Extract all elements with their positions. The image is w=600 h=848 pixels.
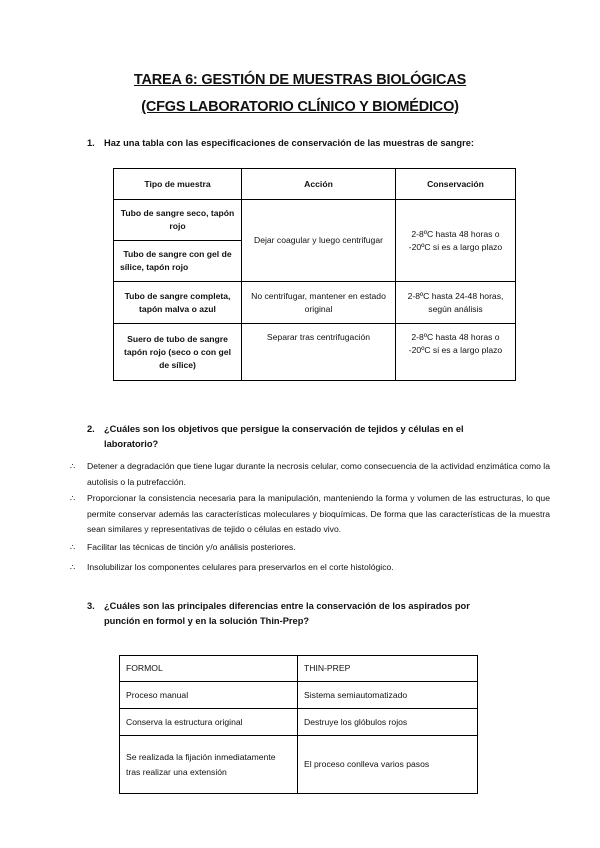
cell-accion: No centrifugar, mantener en estado original	[242, 282, 396, 324]
table-header-row	[120, 656, 478, 682]
list-item	[70, 459, 550, 490]
question-3-number: 3.	[87, 601, 95, 611]
cell-tipo: Tubo de sangre completa, tapón malva o azul	[114, 282, 242, 324]
question-2-number: 2.	[87, 424, 95, 434]
bullet-icon: ∴	[70, 494, 76, 503]
cell-thinprep: Sistema semiautomatizado	[298, 682, 478, 709]
cell-tipo: Tubo de sangre seco, tapón rojo	[114, 200, 242, 241]
cell-tipo: Tubo de sangre con gel de sílice, tapón rojo	[114, 241, 242, 282]
bullet-icon: ∴	[70, 462, 76, 471]
cell-tipo: Suero de tubo de sangre tapón rojo (seco o con gel de sílice)	[114, 324, 242, 381]
cell-conservacion: 2-8ºC hasta 24-48 horas, según análisis	[396, 282, 516, 324]
question-1-number: 1.	[87, 138, 95, 148]
table-row	[120, 709, 478, 736]
question-1	[87, 136, 527, 151]
bullet-icon: ∴	[70, 543, 76, 552]
cell-formol: Se realizada la fijación inmediatamente tras realizar una extensión	[120, 736, 298, 794]
header-thinprep: THIN-PREP	[298, 656, 478, 682]
cell-formol: Proceso manual	[120, 682, 298, 709]
header-conservacion: Conservación	[396, 169, 516, 200]
list-item-text: Insolubilizar los componentes celulares para preservarlos en el corte histológico.	[87, 562, 394, 572]
cell-formol: Conserva la estructura original	[120, 709, 298, 736]
list-item-text: Detener a degradación que tiene lugar durante la necrosis celular, como consecuencia de la actividad enzimática como la autolisis o la putrefacción.	[87, 461, 550, 487]
cell-conservacion: 2-8ºC hasta 48 horas o -20ºC si es a largo plazo	[396, 200, 516, 282]
question-2	[87, 422, 487, 452]
table-row	[120, 682, 478, 709]
bullet-icon: ∴	[70, 563, 76, 572]
cell-thinprep: Destruye los glóbulos rojos	[298, 709, 478, 736]
cell-thinprep: El proceso conlleva varios pasos	[298, 736, 478, 794]
list-item-text: Facilitar las técnicas de tinción y/o análisis posteriores.	[87, 542, 296, 552]
table-row	[114, 200, 516, 241]
blood-sample-table	[113, 168, 516, 381]
cell-conservacion: 2-8ºC hasta 48 horas o -20ºC si es a largo plazo	[396, 324, 516, 381]
question-1-text: Haz una tabla con las especificaciones de conservación de las muestras de sangre:	[104, 138, 474, 148]
cell-accion: Separar tras centrifugación	[242, 324, 396, 381]
cell-accion: Dejar coagular y luego centrifugar	[242, 200, 396, 282]
formol-thinprep-table	[119, 655, 478, 794]
list-item-text: Proporcionar la consistencia necesaria para la manipulación, manteniendo la forma y volumen de las estructuras, lo que permite conservar además las características moleculares y bioquímicas. De forma que las características de la muestra sean similares y representativas de tejido o células en estado vivo.	[87, 493, 550, 534]
table-row	[114, 282, 516, 324]
header-tipo: Tipo de muestra	[114, 169, 242, 200]
list-item	[70, 560, 550, 576]
header-accion: Acción	[242, 169, 396, 200]
page-subtitle: (CFGS LABORATORIO CLÍNICO Y BIOMÉDICO)	[141, 99, 459, 115]
table-header-row	[114, 169, 516, 200]
question-3-text: ¿Cuáles son las principales diferencias entre la conservación de los aspirados por punción en formol y en la solución Thin-Prep?	[104, 601, 470, 626]
table-row	[120, 736, 478, 794]
list-item	[70, 540, 550, 556]
question-3	[87, 599, 507, 629]
table-row	[114, 324, 516, 381]
header-formol: FORMOL	[120, 656, 298, 682]
page-title: TAREA 6: GESTIÓN DE MUESTRAS BIOLÓGICAS	[133, 72, 467, 88]
list-item	[70, 491, 550, 538]
question-2-text: ¿Cuáles son los objetivos que persigue la conservación de tejidos y células en el laboratorio?	[104, 424, 464, 449]
